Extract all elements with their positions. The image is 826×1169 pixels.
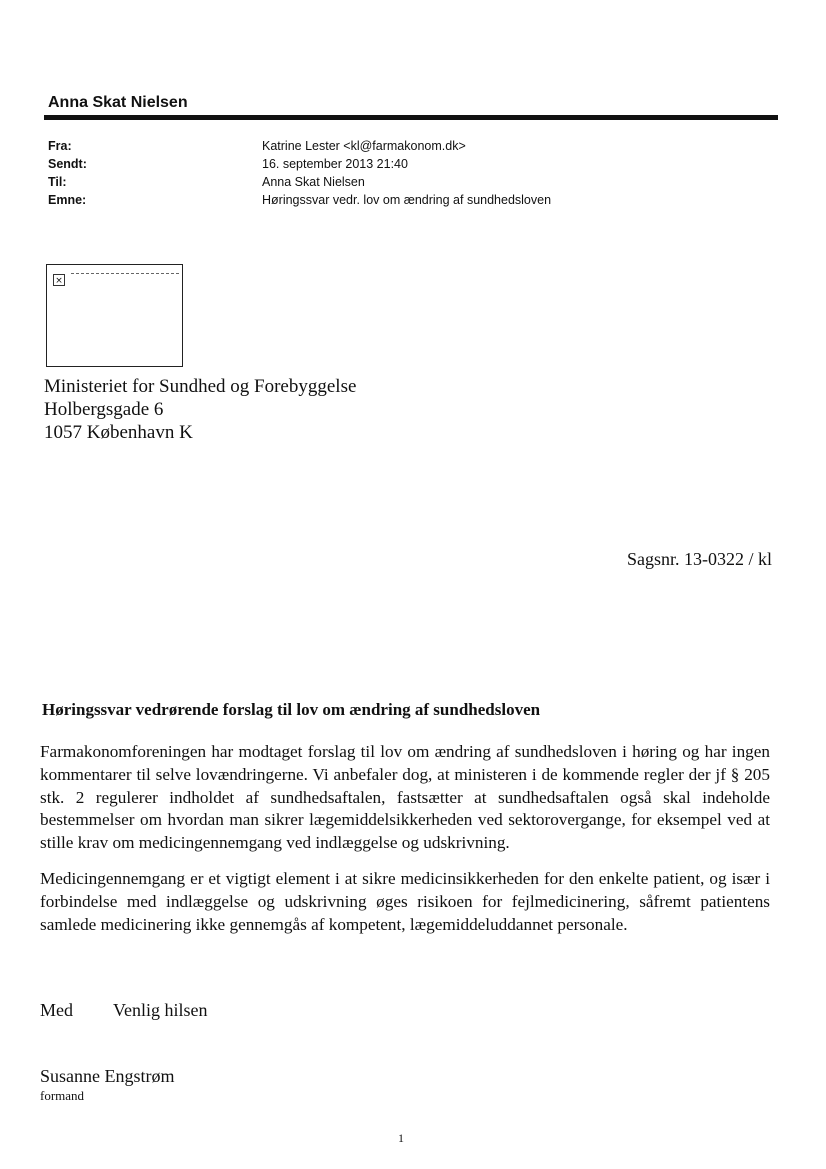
- from-value: Katrine Lester <kl@farmakonom.dk>: [262, 139, 466, 153]
- email-account-name: Anna Skat Nielsen: [48, 94, 188, 111]
- sent-label: Sendt:: [48, 157, 87, 171]
- subject-value: Høringssvar vedr. lov om ændring af sundhedsloven: [262, 193, 552, 207]
- header-divider: [44, 115, 778, 120]
- broken-image-icon: ×: [53, 274, 65, 286]
- recipient-city: 1057 København K: [44, 422, 193, 443]
- from-label: Fra:: [48, 139, 72, 153]
- page-number: 1: [398, 1131, 404, 1145]
- sent-value: 16. september 2013 21:40: [262, 157, 408, 171]
- closing-greeting: Venlig hilsen: [113, 1000, 208, 1020]
- case-number: Sagsnr. 13-0322 / kl: [626, 549, 772, 569]
- to-value: Anna Skat Nielsen: [262, 175, 365, 189]
- closing-line: [40, 1000, 208, 1021]
- body-paragraph-1: Farmakonomforeningen har modtaget forslag til lov om ændring af sundhedsloven i høring og har ingen kommentarer til selve lovændringerne. Vi anbefaler dog, at ministeren i de kommende regler der jf § 205 stk. 2 regulerer indholdet af sundhedsaftalen, fastsætter at sundhedsaftalen også skal indeholde bestemmelser om hvordan man sikrer lægemiddelsikkerheden ved sektorovergange, for eksempel ved at stille krav om medicingennemgang ved indlæggelse og udskrivning.: [40, 742, 770, 853]
- signatory-title: formand: [40, 1088, 85, 1103]
- to-label: Til:: [48, 175, 67, 189]
- closing-word-med: Med: [40, 1000, 73, 1020]
- recipient-name: Ministeriet for Sundhed og Forebyggelse: [44, 376, 357, 397]
- letter-heading: Høringssvar vedrørende forslag til lov om ændring af sundhedsloven: [42, 700, 541, 719]
- subject-label: Emne:: [48, 193, 87, 207]
- image-placeholder-line: [71, 273, 179, 274]
- broken-image-placeholder: [46, 264, 183, 367]
- signatory-name: Susanne Engstrøm: [40, 1066, 175, 1086]
- body-paragraph-2: Medicingennemgang er et vigtigt element i at sikre medicinsikkerheden for den enkelte patient, og især i forbindelse med indlæggelse og udskrivning øges risikoen for fejlmedicinering, såfremt patientens samlede medicinering ikke gennemgås af kompetent, lægemiddeluddannet personale.: [40, 869, 770, 934]
- recipient-street: Holbergsgade 6: [44, 399, 164, 420]
